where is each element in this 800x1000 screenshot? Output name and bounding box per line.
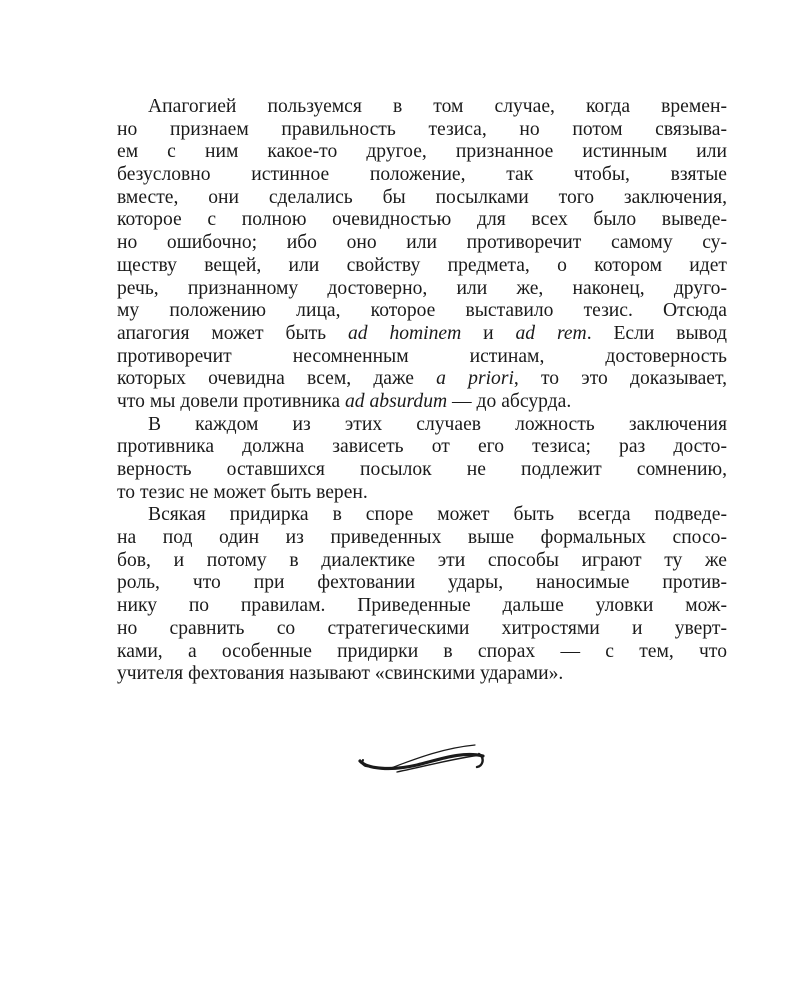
text-line — [117, 323, 727, 346]
text-line — [117, 141, 727, 164]
text-segment: но сравнить со стратегическими хитростями и уверт- — [117, 617, 727, 639]
text-line — [117, 550, 727, 573]
text-segment: безусловно истинное положение, так чтобы, взятые — [117, 164, 727, 186]
text-segment: то тезис не может быть верен. — [117, 481, 368, 503]
text-segment: апагогия может быть — [117, 322, 348, 344]
text-segment: , то это доказывает, — [513, 368, 727, 390]
text-line — [117, 278, 727, 301]
text-segment: на под один из приведенных выше формальных спосо- — [117, 527, 727, 549]
italic-term: a priori — [436, 368, 514, 390]
text-segment: Всякая придирка в споре может быть всегда подведе- — [148, 504, 727, 526]
italic-term: ad rem — [515, 322, 587, 344]
text-line — [117, 232, 727, 255]
text-segment: нику по правилам. Приведенные дальше уловки мож- — [117, 595, 727, 617]
text-segment: учителя фехтования называют «свинскими ударами». — [117, 663, 564, 685]
text-segment: роль, что при фехтовании удары, наносимые против- — [117, 572, 727, 594]
text-line — [117, 459, 727, 482]
text-line — [117, 618, 727, 641]
text-line — [117, 119, 727, 142]
text-segment: которое с полною очевидностью для всех было выведе- — [117, 209, 727, 231]
flourish-ornament-icon — [357, 742, 485, 776]
text-segment: ществу вещей, или свойству предмета, о котором идет — [117, 254, 727, 276]
text-line — [117, 504, 727, 527]
text-line — [117, 663, 727, 686]
text-segment: — до абсурда. — [447, 390, 572, 412]
text-segment: речь, признанному достоверно, или же, наконец, друго- — [117, 277, 727, 299]
body-text — [117, 96, 727, 686]
text-segment: которых очевидна всем, даже — [117, 368, 437, 390]
text-line — [117, 255, 727, 278]
text-segment: но признаем правильность тезиса, но потом связыва- — [117, 118, 727, 140]
italic-term: ad absurdum — [345, 390, 448, 412]
text-line — [117, 595, 727, 618]
text-line — [117, 346, 727, 369]
text-line — [117, 436, 727, 459]
text-segment: противоречит несомненным истинам, достоверность — [117, 345, 727, 367]
text-segment: бов, и потому в диалектике эти способы играют ту же — [117, 549, 727, 571]
text-segment: му положению лица, которое выставило тезис. Отсюда — [117, 300, 727, 322]
text-segment: но ошибочно; ибо оно или противоречит самому су- — [117, 232, 727, 254]
text-segment: что мы довели противника — [117, 390, 345, 412]
text-line — [117, 527, 727, 550]
text-line — [117, 391, 727, 414]
text-segment: Апагогией пользуемся в том случае, когда времен- — [148, 96, 727, 117]
text-line — [117, 641, 727, 664]
text-segment: ем с ним какое-то другое, признанное истинным или — [117, 141, 727, 163]
text-line — [117, 300, 727, 323]
italic-term: ad hominem — [347, 322, 462, 344]
text-line — [117, 482, 727, 505]
text-segment: вместе, они сделались бы посылками того заключения, — [117, 186, 727, 208]
text-segment: верность оставшихся посылок не подлежит сомнению, — [117, 459, 727, 480]
text-line — [117, 572, 727, 595]
text-segment: . Если вывод — [586, 322, 727, 344]
text-line — [117, 209, 727, 232]
text-segment: и — [461, 322, 516, 344]
text-segment: противника должна зависеть от его тезиса; раз досто- — [117, 436, 727, 458]
text-line — [117, 96, 727, 119]
text-segment: В каждом из этих случаев ложность заключения — [148, 413, 727, 435]
text-line — [117, 368, 727, 391]
text-line — [117, 164, 727, 187]
text-line — [117, 414, 727, 437]
text-segment: ками, а особенные придирки в спорах — с тем, что — [117, 640, 727, 662]
text-line — [117, 187, 727, 210]
